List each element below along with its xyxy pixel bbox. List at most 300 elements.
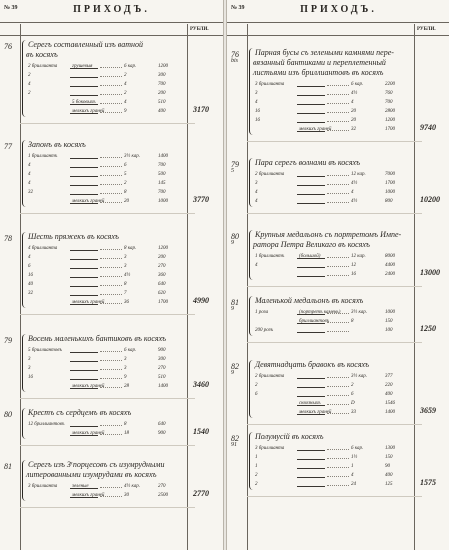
stone-row (255, 90, 405, 97)
stone-value: 400 (385, 392, 393, 397)
entry-description: Маленькой медальонъ въ косяхъ (255, 296, 364, 305)
stone-value: 1400 (158, 154, 168, 159)
stone-value: 90 (385, 464, 390, 469)
entry-subnumber: 91 (231, 442, 237, 448)
stone-kind: сквозныхъ (299, 401, 321, 406)
stone-row (255, 126, 405, 133)
entry-separator (247, 213, 422, 214)
leader-dots (100, 175, 122, 176)
carat-weight: 5 (124, 172, 127, 177)
leader-dots (100, 434, 122, 435)
leader-dots (100, 103, 122, 104)
row-underline (70, 268, 98, 269)
stone-row (255, 463, 405, 470)
row-underline (297, 176, 325, 177)
stone-value: 300 (158, 357, 166, 362)
leader-dots (327, 112, 349, 113)
stone-value: 2500 (158, 493, 168, 498)
page-top-rule (0, 22, 223, 23)
stone-row (28, 245, 178, 252)
entry-subnumber: 9 (231, 370, 234, 376)
carat-weight: 4½ (124, 273, 131, 278)
stone-value: 2800 (385, 109, 395, 114)
stone-row (255, 171, 405, 178)
leader-dots (100, 378, 122, 379)
stone-count: 3 бриллианта (255, 446, 285, 451)
stone-row (28, 365, 178, 372)
carat-weight: 20 (351, 109, 356, 114)
entry-description: Шесть пряжекъ въ косяхъ (28, 232, 119, 241)
carat-weight: 4½ (351, 91, 358, 96)
leader-dots (100, 276, 122, 277)
leader-dots (100, 360, 122, 361)
stone-row (255, 318, 405, 325)
entry-separator (247, 286, 422, 287)
stone-count: 3 (28, 366, 31, 371)
stone-row (28, 108, 178, 115)
entry-number: 77 (4, 142, 12, 151)
carat-weight: 6 кар. (351, 446, 364, 451)
leader-dots (327, 184, 349, 185)
stone-kind: мелкихъ граней (299, 410, 332, 415)
rubles-column-header: РУБЛИ. (417, 27, 436, 32)
carat-weight: 36 (124, 300, 129, 305)
stone-row (255, 454, 405, 461)
stone-value: 800 (385, 199, 393, 204)
stone-row (255, 99, 405, 106)
leader-dots (327, 121, 349, 122)
row-underline (70, 194, 98, 195)
carat-weight: 4½ (351, 181, 358, 186)
entry-subnumber: 9 (231, 306, 234, 312)
carat-weight: 8 (124, 422, 127, 427)
stone-count: 3 бриллианта (28, 484, 58, 489)
entry-description: Серегъ изъ 3ͯ порцесовъ съ изумрудными (28, 460, 165, 469)
stone-row (28, 421, 178, 428)
stone-count: 32 (28, 190, 33, 195)
stone-row (255, 108, 405, 115)
entry-number: 81 9 (231, 298, 239, 312)
stone-value: 1400 (158, 384, 168, 389)
carat-weight: 6 (124, 163, 127, 168)
leader-dots (100, 202, 122, 203)
row-underline (70, 95, 98, 96)
stone-value: 1546 (385, 401, 395, 406)
stone-count: 3 (255, 181, 258, 186)
stone-kind: мелкихъ граней (72, 109, 105, 114)
stone-value: 4400 (385, 263, 395, 268)
row-underline (297, 104, 325, 105)
leader-dots (100, 258, 122, 259)
stone-count: 2 (28, 91, 31, 96)
carat-weight: 1 (351, 464, 354, 469)
row-underline (297, 185, 325, 186)
leader-dots (327, 386, 349, 387)
rubles-column-rule (187, 24, 188, 550)
row-underline (297, 113, 325, 114)
entry-description: ратора Петра Великаго въ косяхъ (253, 240, 370, 249)
stone-value: 200 (158, 255, 166, 260)
leader-dots (327, 266, 349, 267)
stone-value: 270 (158, 484, 166, 489)
carat-weight: 9 (124, 375, 127, 380)
row-underline (70, 370, 98, 371)
carat-weight: 32 (351, 127, 356, 132)
entry-total: 10200 (420, 195, 440, 204)
stone-count: 16 (255, 109, 260, 114)
leader-dots (327, 476, 349, 477)
stone-row (28, 99, 178, 106)
stone-row (28, 281, 178, 288)
stone-kind: (портретъ камень) (299, 310, 341, 315)
stone-kind: мелкихъ граней (72, 199, 105, 204)
row-underline (297, 387, 325, 388)
leader-dots (100, 267, 122, 268)
leader-dots (100, 67, 122, 68)
stone-value: 300 (158, 73, 166, 78)
carat-weight: 30 (124, 493, 129, 498)
stone-value: 900 (158, 348, 166, 353)
entry-description: листьями изъ бриллиантовъ въ косяхъ (253, 68, 384, 77)
carat-weight: 16 (351, 272, 356, 277)
stone-value: 2400 (385, 272, 395, 277)
leader-dots (100, 294, 122, 295)
carat-weight: 4 (124, 100, 127, 105)
carat-weight: 4½ (351, 199, 358, 204)
stone-row (28, 180, 178, 187)
carat-weight: D (351, 401, 355, 406)
stone-count: 2 (255, 482, 258, 487)
stone-count: 1 бриллиантъ (28, 154, 58, 159)
entry-total: 3659 (420, 406, 436, 415)
entry-description: вязанный бантиками и переплетенный (253, 58, 386, 67)
stone-row (28, 347, 178, 354)
stone-value: 1000 (385, 190, 395, 195)
stone-value: 377 (385, 374, 393, 379)
entry-subnumber: 9 (231, 240, 234, 246)
carat-weight: 12 кар. (351, 172, 366, 177)
stone-row (255, 400, 405, 407)
right-ledger-page (226, 0, 449, 550)
stone-count: 4 (28, 172, 31, 177)
stone-row (28, 171, 178, 178)
leader-dots (100, 387, 122, 388)
stone-kind: грушевыя (72, 64, 93, 69)
carat-weight: 3 (124, 357, 127, 362)
entry-total: 4990 (193, 296, 209, 305)
stone-value: 500 (158, 172, 166, 177)
row-underline (297, 203, 325, 204)
carat-weight: 2 (351, 383, 354, 388)
stone-count: 2 (255, 473, 258, 478)
stone-row (28, 483, 178, 490)
carat-weight: 24 (351, 482, 356, 487)
leader-dots (327, 395, 349, 396)
stone-value: 1200 (385, 118, 395, 123)
leader-dots (100, 85, 122, 86)
stone-row (28, 162, 178, 169)
stone-value: 220 (385, 383, 393, 388)
stone-row (28, 189, 178, 196)
leader-dots (100, 425, 122, 426)
carat-weight: 8 (351, 319, 354, 324)
leader-dots (100, 369, 122, 370)
left-ledger-page (0, 0, 224, 550)
leader-dots (327, 313, 349, 314)
carat-weight: 3½ кар. (124, 154, 140, 159)
stone-row (28, 383, 178, 390)
stone-value: 7000 (385, 172, 395, 177)
carat-weight: 4 (351, 473, 354, 478)
leader-dots (327, 377, 349, 378)
stone-count: 1 роза (255, 310, 269, 315)
stone-count: 5 бриллиантовъ (28, 348, 62, 353)
stone-row (255, 382, 405, 389)
stone-kind: мелкихъ граней (72, 300, 105, 305)
stone-value: 200 (158, 91, 166, 96)
stone-row (255, 271, 405, 278)
stone-value: 1000 (385, 310, 395, 315)
entry-number: 76 bis (231, 50, 239, 64)
stone-row (28, 153, 178, 160)
entry-description: Восемь маленькихъ бантиковъ въ косяхъ (28, 334, 167, 343)
entry-separator (20, 445, 195, 446)
page-title: ПРИХОДЪ. (73, 4, 150, 15)
stone-value: 640 (158, 422, 166, 427)
carat-weight: 6 (351, 392, 354, 397)
stone-row (28, 272, 178, 279)
stone-row (28, 263, 178, 270)
stone-row (28, 63, 178, 70)
leader-dots (327, 275, 349, 276)
stone-value: 700 (158, 163, 166, 168)
leader-dots (327, 85, 349, 86)
carat-weight: 4 (351, 100, 354, 105)
stone-kind: мелкихъ граней (72, 384, 105, 389)
leader-dots (327, 193, 349, 194)
stone-row (28, 356, 178, 363)
stone-row (255, 253, 405, 260)
carat-weight: 12 кар. (351, 254, 366, 259)
leader-dots (327, 322, 349, 323)
leader-dots (327, 202, 349, 203)
page-top-rule (227, 22, 449, 23)
row-underline (297, 486, 325, 487)
leader-dots (327, 458, 349, 459)
carat-weight: 3 (124, 366, 127, 371)
entry-description: литерованными изумрудами въ косяхъ (26, 470, 157, 479)
row-underline (297, 194, 325, 195)
stone-row (255, 262, 405, 269)
row-underline (70, 176, 98, 177)
stone-count: 3 бриллианта (255, 82, 285, 87)
stone-value: 145 (158, 181, 166, 186)
entry-number: 76 (4, 42, 12, 51)
stone-count: 4 (255, 199, 258, 204)
carat-weight: 4 (351, 190, 354, 195)
carat-weight: 4½ кар. (124, 484, 140, 489)
stone-kind: 5 боковыхъ (72, 100, 96, 105)
stone-count: 4 (28, 255, 31, 260)
row-underline (70, 77, 98, 78)
entry-total: 3770 (193, 195, 209, 204)
page-title: ПРИХОДЪ. (300, 4, 377, 15)
rubles-column-header: РУБЛИ. (190, 27, 209, 32)
stone-row (255, 189, 405, 196)
carat-weight: 4 (124, 82, 127, 87)
entry-separator (247, 496, 422, 497)
row-underline (297, 396, 325, 397)
stone-kind: мелкихъ граней (299, 127, 332, 132)
leader-dots (100, 285, 122, 286)
stone-row (28, 374, 178, 381)
stone-value: 270 (158, 366, 166, 371)
row-underline (297, 267, 325, 268)
entry-total: 3170 (193, 105, 209, 114)
entry-number: 80 9 (231, 232, 239, 246)
leader-dots (327, 485, 349, 486)
stone-value: 700 (158, 190, 166, 195)
stone-count: 16 (255, 118, 260, 123)
entry-separator (20, 213, 195, 214)
stone-row (255, 117, 405, 124)
stone-count: 1 бриллиантъ (255, 254, 285, 259)
row-underline (70, 86, 98, 87)
stone-count: 1 (255, 455, 258, 460)
stone-value: 150 (385, 455, 393, 460)
carat-weight: 18 (124, 431, 129, 436)
row-underline (70, 158, 98, 159)
stone-value: 270 (158, 264, 166, 269)
stone-row (28, 72, 178, 79)
leader-dots (100, 496, 122, 497)
stone-count: 4 (28, 82, 31, 87)
entry-total: 3460 (193, 380, 209, 389)
carat-weight: 33 (351, 410, 356, 415)
carat-weight: 2 (124, 91, 127, 96)
stone-count: 4 (255, 100, 258, 105)
stone-count: 2 бриллианта (28, 64, 58, 69)
leader-dots (327, 94, 349, 95)
stone-row (255, 391, 405, 398)
leader-dots (100, 166, 122, 167)
stone-value: 510 (158, 100, 166, 105)
carat-weight: 3½ кар. (351, 310, 367, 315)
carat-weight: 9 (124, 109, 127, 114)
entry-number: 80 (4, 410, 12, 419)
stone-row (28, 299, 178, 306)
stone-value: 700 (158, 82, 166, 87)
carat-weight: 7 (124, 291, 127, 296)
stone-row (255, 409, 405, 416)
entry-number: 81 (4, 462, 12, 471)
leader-dots (100, 193, 122, 194)
stone-value: 2200 (385, 82, 395, 87)
entry-number: 78 (4, 234, 12, 243)
stone-count: 4 (255, 263, 258, 268)
stone-count: 4 (28, 181, 31, 186)
row-underline (297, 332, 325, 333)
stone-count: 2 бриллианта (255, 374, 285, 379)
carat-weight: 3 (124, 264, 127, 269)
entry-separator (247, 141, 422, 142)
carat-weight: 3 (124, 255, 127, 260)
row-underline (297, 86, 325, 87)
leader-dots (327, 103, 349, 104)
row-underline (297, 95, 325, 96)
carat-weight: 8 (124, 282, 127, 287)
entry-separator (20, 398, 195, 399)
stone-value: 150 (385, 319, 393, 324)
stone-count: 12 бриллиантовъ (28, 422, 65, 427)
row-underline (297, 450, 325, 451)
stone-count: 40 (28, 282, 33, 287)
entry-description: Серегъ составленный изъ ватной (28, 40, 143, 49)
stone-count: 3 (255, 91, 258, 96)
page-number: № 39 (231, 5, 245, 11)
leader-dots (327, 175, 349, 176)
carat-weight: 2 (124, 73, 127, 78)
row-underline (70, 286, 98, 287)
carat-weight: 28 (124, 384, 129, 389)
entry-description: Запонъ въ косяхъ (28, 140, 86, 149)
stone-value: 8000 (385, 254, 395, 259)
row-underline (70, 426, 98, 427)
entry-total: 1575 (420, 478, 436, 487)
carat-weight: 20 (351, 118, 356, 123)
stone-kind: мелкихъ граней (72, 493, 105, 498)
row-underline (70, 361, 98, 362)
stone-value: 620 (158, 291, 166, 296)
stone-row (255, 81, 405, 88)
entry-total: 2770 (193, 489, 209, 498)
entry-total: 13000 (420, 268, 440, 277)
stone-value: 400 (385, 473, 393, 478)
stone-row (255, 373, 405, 380)
leader-dots (327, 467, 349, 468)
stone-row (255, 180, 405, 187)
carat-weight: 6 кар. (124, 64, 137, 69)
stone-value: 400 (158, 109, 166, 114)
row-underline (70, 295, 98, 296)
carat-weight: 1½ (351, 455, 358, 460)
entry-description: Пара серегъ волнами въ косяхъ (255, 158, 361, 167)
entry-subnumber: bis (231, 58, 239, 64)
stone-count: 6 (28, 264, 31, 269)
row-underline (297, 276, 325, 277)
entry-number: 79 (4, 336, 12, 345)
carat-weight: 8 (124, 190, 127, 195)
leader-dots (327, 130, 349, 131)
leader-dots (327, 331, 349, 332)
stone-value: 1700 (385, 181, 395, 186)
stone-count: 2 (28, 73, 31, 78)
entry-total: 9740 (420, 123, 436, 132)
row-underline (297, 459, 325, 460)
stone-value: 1700 (385, 127, 395, 132)
entry-description: Крупныя медальонъ съ портретомъ Импе- (255, 230, 402, 239)
carat-weight: 20 (124, 199, 129, 204)
leader-dots (100, 94, 122, 95)
stone-value: 640 (158, 282, 166, 287)
entry-number: 82 9 (231, 362, 239, 376)
row-underline (297, 122, 325, 123)
page-number: № 39 (4, 5, 18, 11)
stone-value: 125 (385, 482, 393, 487)
rubles-column-rule (414, 24, 415, 550)
stone-row (28, 290, 178, 297)
carat-weight: 2 (124, 181, 127, 186)
